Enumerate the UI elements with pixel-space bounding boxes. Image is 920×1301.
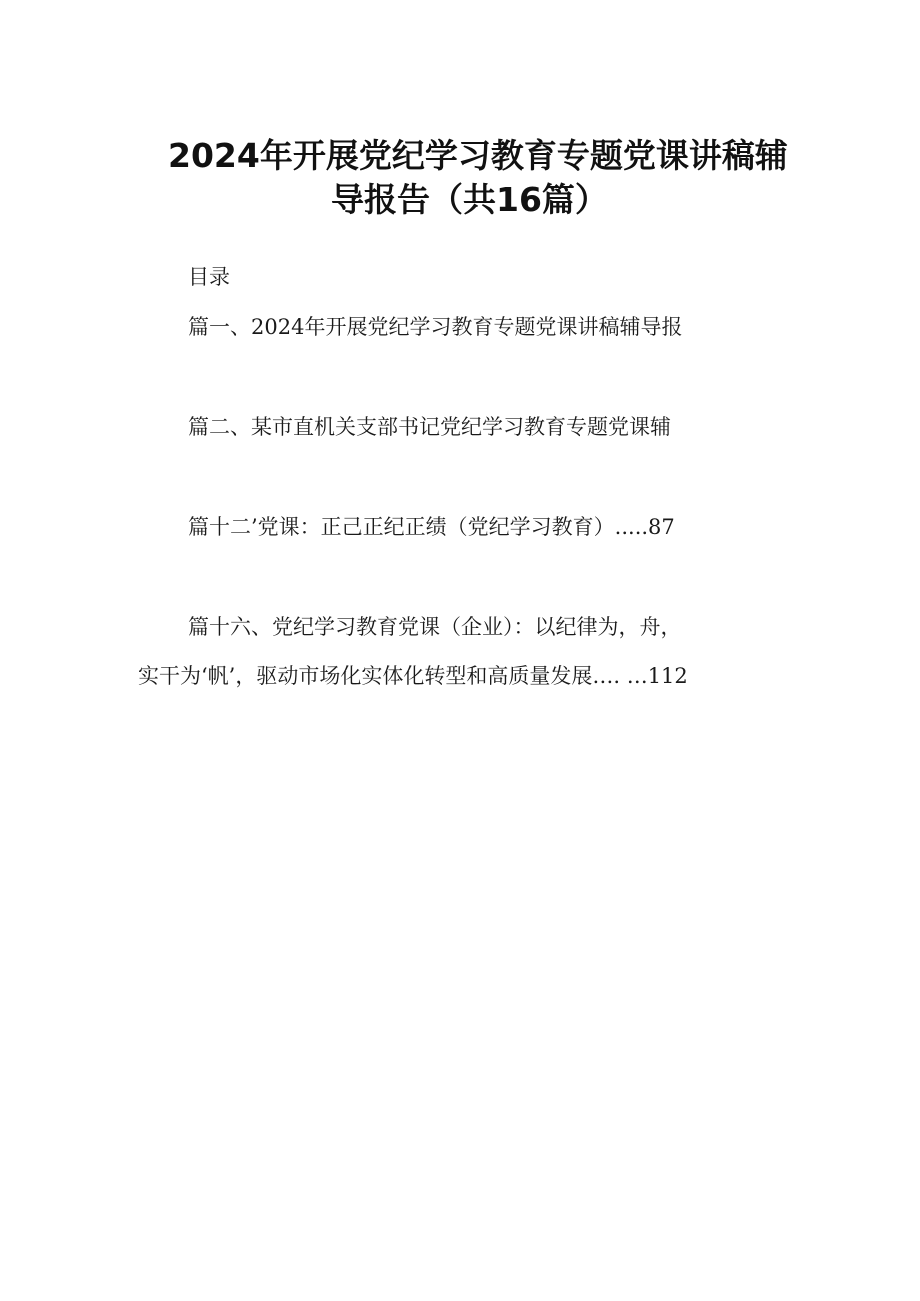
document-title-line-1: 2024年开展党纪学习教育专题党课讲稿辅 (168, 136, 788, 175)
toc-entry-line-1[interactable]: 篇十六、党纪学习教育党课（企业）：以纪律为，舟， (188, 615, 682, 639)
toc-heading: 目录 (188, 265, 230, 289)
document-title-line-2: 导报告（共16篇） (331, 180, 608, 219)
toc-entry[interactable]: 篇一、2024年开展党纪学习教育专题党课讲稿辅导报 (188, 315, 683, 339)
toc-entry[interactable]: 篇十二’党课：正己正纪正绩（党纪学习教育）.....87 (188, 515, 675, 539)
toc-entry[interactable]: 篇二、某市直机关支部书记党纪学习教育专题党课辅 (188, 415, 671, 439)
toc-entry-line-2[interactable]: 实干为‘帆’，驱动市场化实体化转型和高质量发展…. …112 (138, 664, 688, 688)
